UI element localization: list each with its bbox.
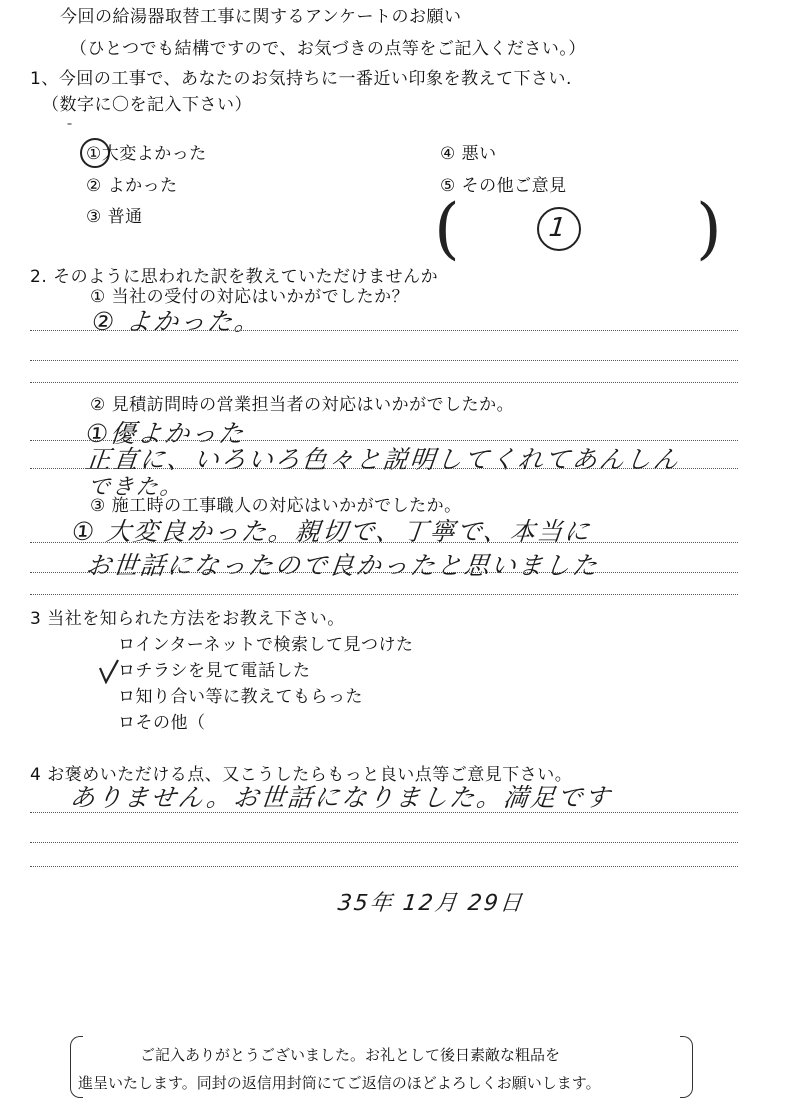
q2-sub1: ① 当社の受付の対応はいかがでしたか？: [90, 287, 410, 307]
footer-bracket-right: [680, 1036, 693, 1098]
answer-line: [30, 572, 738, 573]
survey-subtitle: （ひとつでも結構ですので、お気づきの点等をご記入ください。）: [70, 39, 586, 59]
check-icon: [98, 658, 120, 684]
other-open-paren: (: [434, 190, 460, 267]
q2-answer2-line3: できた。: [86, 475, 186, 500]
other-answer: 1: [547, 213, 570, 243]
answer-line: [30, 468, 738, 469]
footer-instructions: 進呈いたします。同封の返信用封筒にてご返信のほどよろしくお願いします。: [78, 1074, 601, 1092]
q3-question: 3 当社を知られた方法をお教え下さい。: [30, 609, 345, 629]
q2-answer3-line2: お世話になったので良かったと思いました: [84, 551, 601, 580]
q3-option-other[interactable]: ロその他（: [118, 713, 206, 733]
stray-mark: ˉ: [66, 122, 73, 138]
answer-line: [30, 330, 738, 331]
answer-line: [30, 866, 738, 867]
q2-question: 2. そのように思われた訳を教えていただけませんか: [30, 267, 439, 287]
q2-answer1: ② よかった。: [90, 307, 263, 336]
response-date: 35年 12月 29日: [336, 891, 526, 916]
q1-option-1[interactable]: ①大変よかった: [86, 144, 207, 164]
q3-option-acquaintance[interactable]: ロ知り合い等に教えてもらった: [118, 687, 363, 707]
answer-line: [30, 360, 738, 361]
q1-question: 1、今回の工事で、あなたのお気持ちに一番近い印象を教えて下さい.: [30, 69, 572, 89]
q2-sub3: ③ 施工時の工事職人の対応はいかがでしたか。: [90, 496, 462, 516]
q2-answer2-line1: ①優よかった: [84, 419, 247, 448]
answer-line: [30, 542, 738, 543]
q4-question: 4 お褒めいただける点、又こうしたらもっと良い点等ご意見下さい。: [30, 765, 573, 785]
q2-answer2-line2: 正直に、いろいろ色々と説明してくれてあんしん: [84, 445, 682, 474]
other-close-paren: ): [696, 190, 722, 267]
survey-title: 今回の給湯器取替工事に関するアンケートのお願い: [60, 7, 462, 27]
q1-option-2[interactable]: ② よかった: [86, 176, 178, 196]
q1-option-5[interactable]: ⑤ その他ご意見: [440, 176, 567, 196]
q2-answer3-line1: ① 大変良かった。親切で、丁寧で、本当に: [70, 517, 593, 546]
q1-instruction: （数字に〇を記入下さい）: [42, 95, 252, 115]
footer-thanks: ご記入ありがとうございました。お礼として後日素敵な粗品を: [140, 1046, 561, 1064]
answer-line: [30, 594, 738, 595]
q4-answer: ありません。お世話になりました。満足です: [68, 783, 613, 812]
answer-line: [30, 812, 738, 813]
answer-line: [30, 382, 738, 383]
q3-option-flyer[interactable]: ロチラシを見て電話した: [118, 661, 311, 681]
q2-sub2: ② 見積訪問時の営業担当者の対応はいかがでしたか。: [90, 395, 515, 415]
q1-option-4[interactable]: ④ 悪い: [440, 144, 497, 164]
answer-line: [30, 842, 738, 843]
q1-option-3[interactable]: ③ 普通: [86, 207, 143, 227]
q3-option-internet[interactable]: ロインターネットで検索して見つけた: [118, 635, 414, 655]
